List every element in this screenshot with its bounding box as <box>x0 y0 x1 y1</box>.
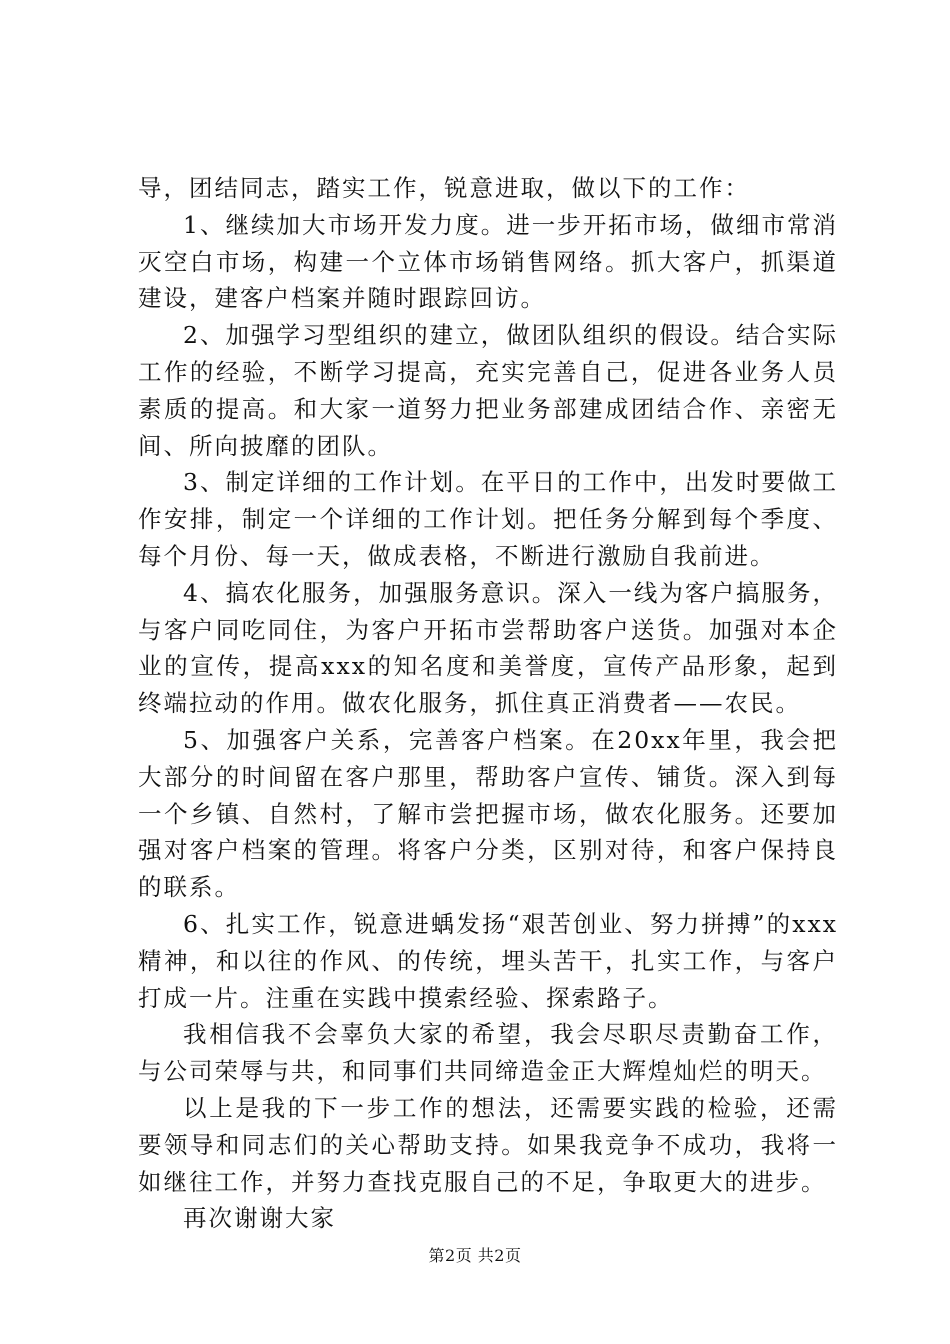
document-body <box>138 170 838 1237</box>
paragraph-item-3: 3、制定详细的工作计划。在平日的工作中，出发时要做工作安排，制定一个详细的工作计划。把任务分解到每个季度、每个月份、每一天，做成表格，不断进行激励自我前进。 <box>138 468 838 570</box>
paragraph-conclusion: 以上是我的下一步工作的想法，还需要实践的检验，还需要领导和同志们的关心帮助支持。如果我竞争不成功，我将一如继往工作，并努力查找克服自己的不足，争取更大的进步。 <box>138 1093 838 1196</box>
paragraph-item-6: 6、扎实工作，锐意进蝺发扬“艰苦创业、努力拼搏”的xxx精神，和以往的作风、的传统，埋头苦干，扎实工作，与客户打成一片。注重在实践中摸索经验、探索路子。 <box>138 909 838 1012</box>
paragraph-item-2: 2、加强学习型组织的建立，做团队组织的假设。结合实际工作的经验，不断学习提高，充实完善自己，促进各业务人员素质的提高。和大家一道努力把业务部建成团结合作、亲密无间、所向披靡的团队。 <box>138 321 838 460</box>
page-number-label: 第2页 共2页 <box>428 1246 522 1265</box>
page-footer <box>0 1243 950 1266</box>
paragraph-item-1: 1、继续加大市场开发力度。进一步开拓市场，做细市常消灭空白市场，构建一个立体市场销售网络。抓大客户，抓渠道建设，建客户档案并随时跟踪回访。 <box>138 210 838 313</box>
paragraph-thanks: 再次谢谢大家 <box>183 1204 336 1233</box>
paragraph-item-4: 4、搞农化服务，加强服务意识。深入一线为客户搞服务，与客户同吃同住，为客户开拓市尝帮助客户送货。加强对本企业的宣传，提高xxx的知名度和美誉度，宣传产品形象，起到终端拉动的作用。做农化服务，抓住真正消费者——农民。 <box>138 578 838 718</box>
paragraph-intro: 导，团结同志，踏实工作，锐意进取，做以下的工作： <box>138 174 750 202</box>
paragraph-commitment: 我相信我不会辜负大家的希望，我会尽职尽责勤奋工作，与公司荣辱与共，和同事们共同缔造金正大辉煌灿烂的明天。 <box>138 1020 838 1086</box>
paragraph-item-5: 5、加强客户关系，完善客户档案。在20xx年里，我会把大部分的时间留在客户那里，帮助客户宣传、铺货。深入到每一个乡镇、自然村，了解市尝把握市场，做农化服务。还要加强对客户档案的管理。将客户分类，区别对待，和客户保持良的联系。 <box>138 725 838 902</box>
